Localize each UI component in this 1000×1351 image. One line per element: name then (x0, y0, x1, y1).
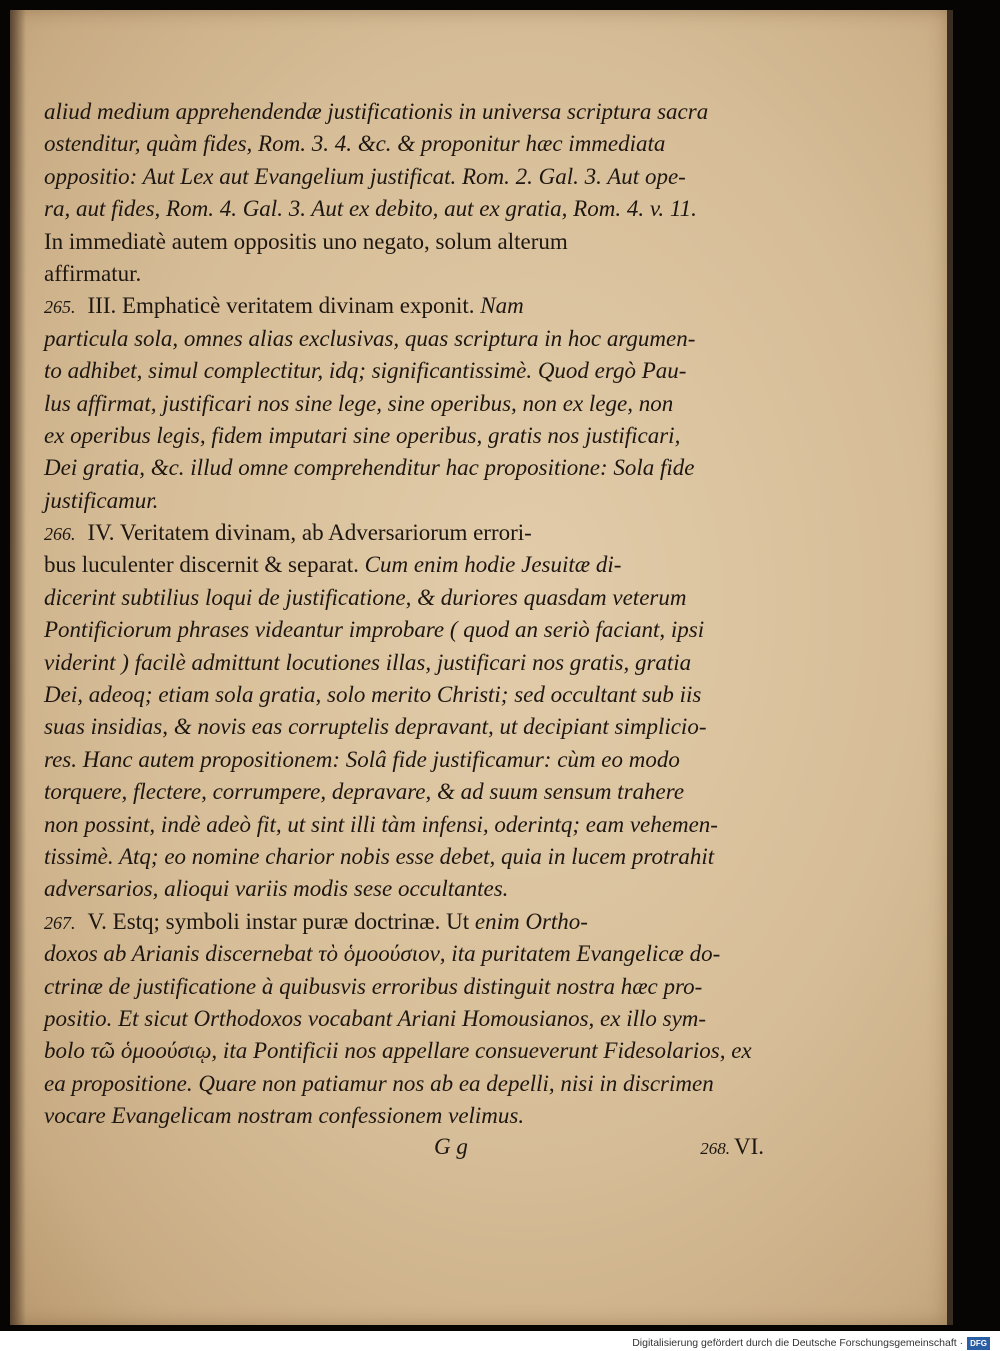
text-line (44, 388, 774, 420)
text-line (44, 647, 774, 679)
text-line (44, 96, 774, 128)
italic-text: ea propositione. Quare non patiamur nos ab ea depelli, nisi in discrimen (44, 1070, 714, 1096)
credit-text: Digitalisierung gefördert durch die Deutsche Forschungsgemeinschaft · (632, 1337, 964, 1349)
text-line (44, 1035, 774, 1067)
italic-text: dicerint subtilius loqui de justificatione, & duriores quasdam veterum (44, 584, 687, 610)
text-line (44, 226, 774, 258)
text-line (44, 258, 774, 290)
italic-text: doxos ab Arianis discernebat τὸ ὁμοούσιον, ita puritatem Evangelicæ do- (44, 941, 721, 967)
catchword-text: VI. (733, 1134, 764, 1159)
italic-text: non possint, indè adeò fit, ut sint illi tàm infensi, oderintq; eam vehemen- (44, 811, 718, 837)
italic-text: Pontificiorum phrases videantur improbare ( quod an seriò faciant, ipsi (44, 617, 705, 643)
text-line (44, 679, 774, 711)
italic-text: justificamur. (44, 487, 159, 513)
text-line (44, 128, 774, 160)
text-line (44, 161, 774, 193)
paragraph-number: 266. (44, 524, 76, 545)
roman-text: IV. Veritatem divinam, ab Adversariorum errori- (87, 520, 532, 546)
italic-text: Cum enim hodie Jesuitæ di- (358, 552, 622, 578)
signature-mark: G g (434, 1134, 468, 1159)
italic-text: Nam (474, 293, 524, 319)
roman-text: III. Emphaticè veritatem divinam exponit. (87, 293, 475, 319)
text-line (44, 841, 774, 873)
body-text (44, 96, 774, 1133)
text-line (44, 582, 774, 614)
italic-text: Dei gratia, &c. illud omne comprehenditur hac propositione: Sola fide (44, 455, 695, 481)
italic-text: tissimè. Atq; eo nomine charior nobis esse debet, quia in lucem protrahit (44, 843, 715, 869)
text-line (44, 906, 774, 938)
catchword (700, 1134, 764, 1160)
italic-text: adversarios, alioqui variis modis sese occultantes. (44, 876, 509, 902)
italic-text: aliud medium apprehendendæ justificationis in universa scriptura sacra (44, 99, 709, 124)
text-line (44, 485, 774, 517)
italic-text: enim Ortho- (469, 908, 588, 934)
text-line (44, 549, 774, 581)
italic-text: positio. Et sicut Orthodoxos vocabant Ariani Homousianos, ex illo sym- (44, 1005, 707, 1031)
text-line (44, 323, 774, 355)
text-line (44, 517, 774, 549)
roman-text: In immediatè autem oppositis uno negato, solum alterum (44, 228, 568, 254)
text-line (44, 355, 774, 387)
text-line (44, 452, 774, 484)
text-line (44, 744, 774, 776)
catchword-number: 268. (700, 1139, 730, 1158)
text-line (44, 938, 774, 970)
italic-text: lus affirmat, justificari nos sine lege, sine operibus, non ex lege, non (44, 390, 674, 416)
italic-text: particula sola, omnes alias exclusivas, quas scriptura in hoc argumen- (44, 325, 696, 351)
italic-text: vocare Evangelicam nostram confessionem velimus. (44, 1103, 525, 1129)
italic-text: res. Hanc autem propositionem: Solâ fide justificamur: cùm eo modo (44, 746, 680, 772)
italic-text: ostenditur, quàm fides, Rom. 3. 4. &c. & proponitur hæc immediata (44, 131, 666, 157)
page-edge (947, 10, 953, 1325)
paragraph-number: 265. (44, 297, 76, 318)
italic-text: bolo τῶ ὁμοούσιῳ, ita Pontificii nos appellare consueverunt Fidesolarios, ex (44, 1038, 752, 1064)
text-line (44, 420, 774, 452)
text-line (44, 1100, 774, 1132)
text-line (44, 290, 774, 322)
text-line (44, 809, 774, 841)
text-line (44, 711, 774, 743)
italic-text: suas insidias, & novis eas corruptelis depravant, ut decipiant simplicio- (44, 714, 707, 740)
italic-text: to adhibet, simul complectitur, idq; significantissimè. Quod ergò Pau- (44, 358, 687, 384)
text-line (44, 873, 774, 905)
text-line (44, 193, 774, 225)
digitization-credit (632, 1336, 990, 1350)
text-line (44, 614, 774, 646)
italic-text: torquere, flectere, corrumpere, depravare, & ad suum sensum trahere (44, 779, 685, 805)
italic-text: ex operibus legis, fidem imputari sine operibus, gratis nos justificari, (44, 422, 681, 448)
paragraph-number: 267. (44, 912, 76, 933)
text-line (44, 1068, 774, 1100)
italic-text: viderint ) facilè admittunt locutiones illas, justificari nos gratis, gratia (44, 649, 692, 675)
italic-text: ctrinæ de justificatione à quibusvis erroribus distinguit nostra hæc pro- (44, 973, 703, 999)
roman-text: affirmatur. (44, 260, 142, 286)
page-footer (44, 1134, 764, 1168)
text-line (44, 1003, 774, 1035)
italic-text: Dei, adeoq; etiam sola gratia, solo merito Christi; sed occultant sub iis (44, 682, 702, 708)
italic-text: oppositio: Aut Lex aut Evangelium justificat. Rom. 2. Gal. 3. Aut ope- (44, 163, 686, 189)
roman-text: bus luculenter discernit & separat. (44, 552, 359, 578)
text-line (44, 776, 774, 808)
roman-text: V. Estq; symboli instar puræ doctrinæ. Ut (87, 908, 470, 934)
text-line (44, 971, 774, 1003)
italic-text: ra, aut fides, Rom. 4. Gal. 3. Aut ex debito, aut ex gratia, Rom. 4. v. 11. (44, 196, 697, 222)
dfg-logo: DFG (967, 1337, 990, 1350)
